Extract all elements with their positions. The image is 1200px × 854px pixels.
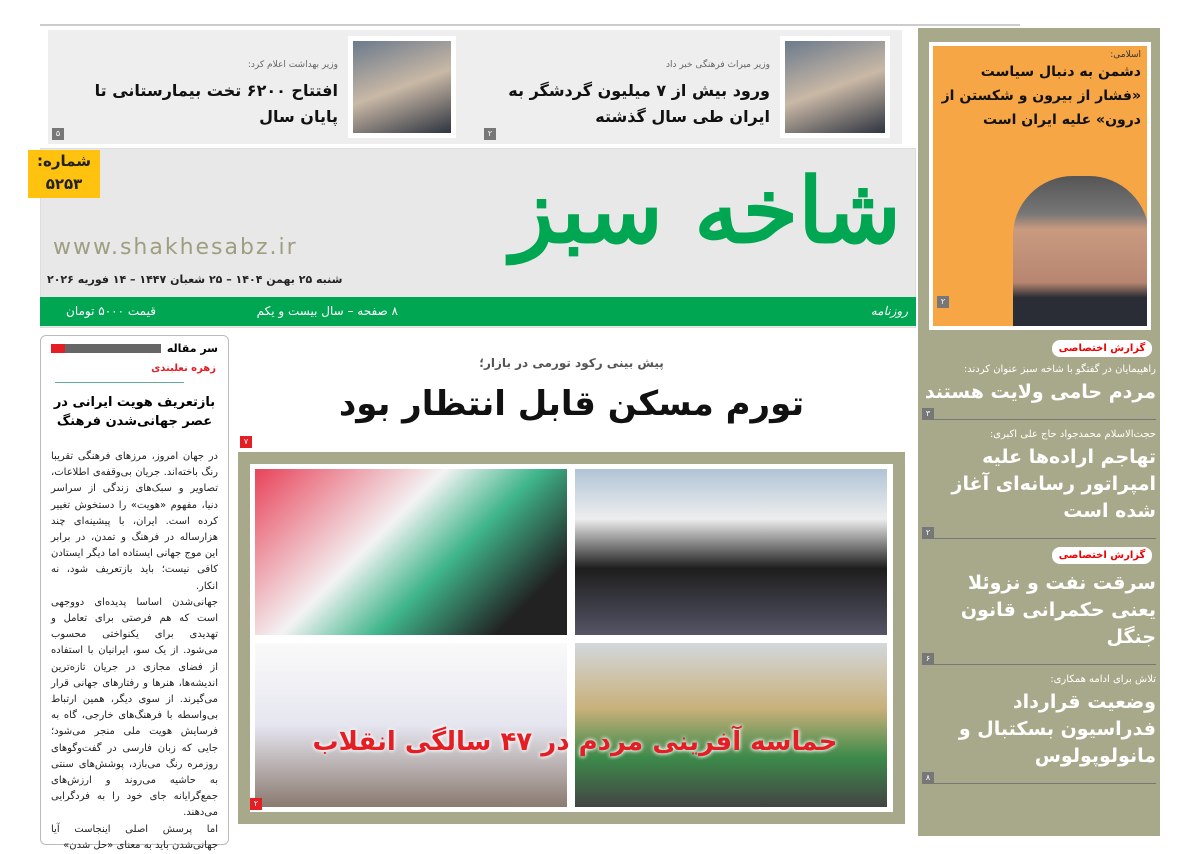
page-number: ۲ bbox=[937, 296, 949, 308]
photo-caption: حماسه آفرینی مردم در ۴۷ سالگی انقلاب bbox=[312, 727, 838, 757]
teaser-headline-1[interactable]: ورود بیش از ۷ میلیون گردشگر به ایران طی سال گذشته bbox=[508, 81, 770, 126]
page-number: ۲ bbox=[484, 128, 496, 140]
editorial-column[interactable] bbox=[40, 335, 229, 851]
exclusive-tag: گزارش اختصاصی bbox=[1052, 547, 1152, 564]
item-headline: تهاجم اراده‌ها علیه امپراتور رسانه‌ای آغاز شده است bbox=[951, 446, 1156, 522]
paper-type: روزنامه bbox=[870, 304, 908, 318]
item-kicker: تلاش برای ادامه همکاری: bbox=[1050, 674, 1156, 685]
main-kicker: پیش بینی رکود تورمی در بازار؛ bbox=[479, 356, 664, 370]
rally-photo-4 bbox=[574, 642, 888, 808]
item-kicker: راهپیمایان در گفتگو با شاخه سبز عنوان کردند: bbox=[963, 364, 1156, 375]
issue-label: شماره: bbox=[37, 152, 91, 170]
divider bbox=[934, 419, 1156, 420]
teaser-kicker-2: وزیر بهداشت اعلام کرد: bbox=[247, 60, 338, 70]
editorial-title: بازتعریف هویت ایرانی در عصر جهانی‌شدن فرهنگ bbox=[53, 395, 216, 429]
page-number: ۲ bbox=[250, 798, 262, 810]
newspaper-logo bbox=[510, 158, 901, 264]
paragraph: اما پرسش اصلی اینجاست آیا جهانی‌شدن باید به معنای «حل شدن» bbox=[51, 823, 218, 851]
teaser-headline-2[interactable]: افتتاح ۶۲۰۰ تخت بیمارستانی تا پایان سال bbox=[94, 81, 338, 126]
rally-photo-1 bbox=[254, 468, 568, 636]
page-number: ۸ bbox=[922, 772, 934, 784]
paragraph: در جهان امروز، مرزهای فرهنگی تقریبا رنگ باخته‌اند. جریان بی‌وقفه‌ی اطلاعات، تصاویر و سبک‌های زندگی از سراسر دنیا، مفهوم «هویت» را دستخوش تغییر کرده است. ایران، با پیشینه‌ای چند هزارساله در فرهنگ و تمدن، در برابر این موج جهانی ایستاده اما دیگر ایستادن کافی نیست؛ باید بازتعریف شود، نه انکار. bbox=[51, 451, 218, 592]
divider bbox=[934, 664, 1156, 665]
sidebar-item[interactable] bbox=[922, 428, 1156, 539]
feature-kicker: اسلامی: bbox=[1110, 50, 1141, 60]
issue-date: شنبه ۲۵ بهمن ۱۴۰۴ – ۲۵ شعبان ۱۴۴۷ – ۱۴ فوریه ۲۰۲۶ bbox=[47, 273, 343, 286]
issue-number: ۵۲۵۳ bbox=[45, 175, 83, 193]
sidebar-item[interactable] bbox=[922, 340, 1156, 420]
page-number: ۷ bbox=[240, 436, 252, 448]
feature-photo bbox=[1013, 176, 1149, 328]
teaser-band bbox=[48, 30, 902, 144]
teaser-kicker-1: وزیر میراث فرهنگی خبر داد bbox=[665, 60, 770, 70]
exclusive-tag: گزارش اختصاصی bbox=[1052, 340, 1152, 357]
section-label: سر مقاله bbox=[166, 342, 218, 355]
teaser-photo-2 bbox=[348, 36, 456, 138]
item-kicker: حجت‌الاسلام محمدجواد حاج علی اکبری: bbox=[989, 429, 1156, 440]
divider bbox=[934, 538, 1156, 539]
logo-text: شاخه سبز bbox=[510, 158, 901, 264]
teaser-photo-1 bbox=[780, 36, 890, 138]
feature-headline: دشمن به دنبال سیاست «فشار از بیرون و شکستن از درون» علیه ایران است bbox=[941, 64, 1141, 128]
sidebar-item[interactable] bbox=[922, 547, 1156, 665]
sidebar-list bbox=[922, 340, 1156, 792]
rally-photo-2 bbox=[574, 468, 888, 636]
paragraph: جهانی‌شدن اساسا پدیده‌ای دووجهی است که هم فرصتی برای تعامل و تهدیدی برای یکنواختی محسوب می‌شود. از یک سو، ایرانیان با استفاده از فضای مجازی در جریان تازه‌ترین اندیشه‌ها، هنرها و رفتارهای جهانی قرار می‌گیرند. از سوی دیگر، همین ارتباط بی‌واسطه با فرهنگ‌های خارجی، گاه به فرسایش هویت ملی منجر می‌شود؛ جایی که زبان فارسی در گفت‌وگوهای روزمره رنگ می‌بازد، پوشش‌های سنتی به حاشیه می‌روند و ارزش‌های جمع‌گرایانه جای خود را به فردگرایی می‌دهند. bbox=[51, 596, 218, 819]
rally-photo-3 bbox=[254, 642, 568, 808]
masthead-bar bbox=[40, 297, 916, 326]
main-headline[interactable]: تورم مسکن قابل انتظار بود bbox=[338, 384, 805, 424]
page-number: ۳ bbox=[922, 408, 934, 420]
sidebar-item[interactable] bbox=[922, 673, 1156, 784]
page-number: ۶ bbox=[922, 653, 934, 665]
pages-year: ۸ صفحه – سال بیست و یکم bbox=[256, 304, 398, 318]
item-headline: وضعیت قرارداد فدراسیون بسکتبال و مانولوپولوس bbox=[958, 691, 1156, 767]
top-rule bbox=[40, 24, 1020, 26]
divider bbox=[934, 783, 1156, 784]
price: قیمت ۵۰۰۰ تومان bbox=[66, 304, 156, 318]
feature-box[interactable] bbox=[929, 42, 1151, 330]
author: زهره نعلبندی bbox=[151, 363, 216, 374]
section-bar bbox=[51, 344, 161, 353]
issue-badge bbox=[28, 150, 100, 198]
website[interactable]: www.shakhesabz.ir bbox=[53, 235, 298, 260]
photo-frame[interactable] bbox=[238, 452, 905, 824]
item-headline: سرقت نفت و نزوئلا یعنی حکمرانی قانون جنگل bbox=[960, 572, 1156, 648]
page-number: ۵ bbox=[52, 128, 64, 140]
item-headline: مردم حامی ولایت هستند bbox=[924, 381, 1156, 403]
page-number: ۲ bbox=[922, 527, 934, 539]
